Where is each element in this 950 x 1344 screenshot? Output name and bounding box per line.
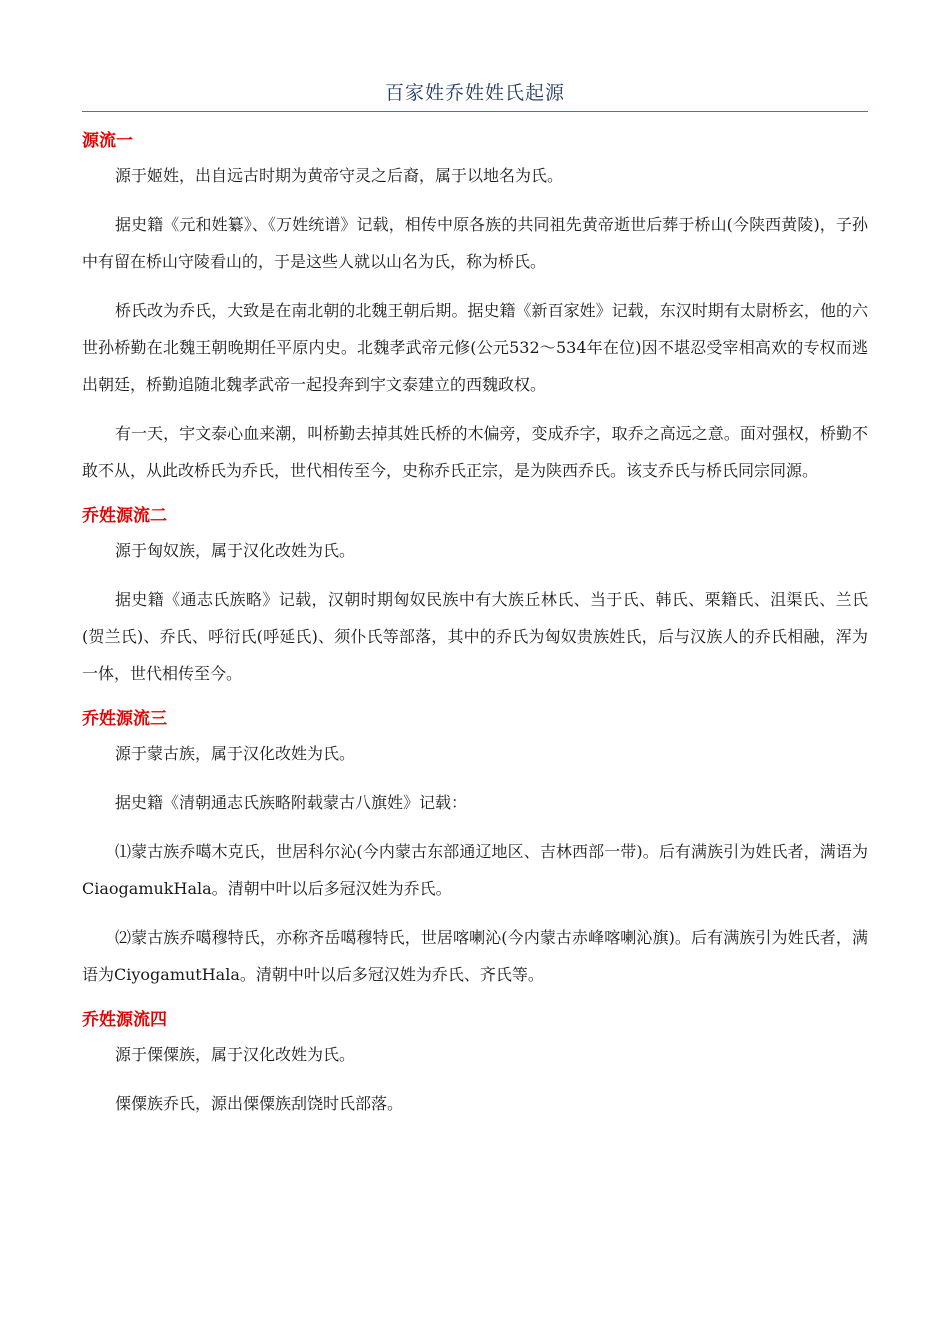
section-origin-3 bbox=[82, 704, 868, 993]
section-heading: 乔姓源流二 bbox=[82, 506, 167, 526]
paragraph: 据史籍《清朝通志氏族略附载蒙古八旗姓》记载： bbox=[115, 793, 468, 812]
paragraph: 有一天，宇文泰心血来潮，叫桥勤去掉其姓氏桥的木偏旁，变成乔字，取乔之高远之意。面对强权，桥勤不敢不从，从此改桥氏为乔氏，世代相传至今，史称乔氏正宗，是为陕西乔氏。该支乔氏与桥氏同宗同源。 bbox=[82, 424, 868, 480]
paragraph: 源于姬姓，出自远古时期为黄帝守灵之后裔，属于以地名为氏。 bbox=[115, 166, 564, 185]
paragraph: 据史籍《通志氏族略》记载，汉朝时期匈奴民族中有大族丘林氏、当于氏、韩氏、栗籍氏、沮渠氏、兰氏(贺兰氏)、乔氏、呼衍氏(呼延氏)、须仆氏等部落，其中的乔氏为匈奴贵族姓氏，后与汉族人的乔氏相融，浑为一体，世代相传至今。 bbox=[82, 590, 868, 683]
paragraph: ⑵蒙古族乔噶穆特氏，亦称齐岳噶穆特氏，世居喀喇沁(今内蒙古赤峰喀喇沁旗)。后有满族引为姓氏者，满语为CiyogamutHala。清朝中叶以后多冠汉姓为乔氏、齐氏等。 bbox=[82, 928, 868, 984]
document-title: 百家姓乔姓姓氏起源 bbox=[82, 78, 868, 112]
paragraph: 傈僳族乔氏，源出傈僳族刮饶时氏部落。 bbox=[115, 1094, 404, 1113]
section-origin-4 bbox=[82, 1005, 868, 1122]
section-heading: 源流一 bbox=[82, 131, 133, 151]
section-origin-1 bbox=[82, 126, 868, 489]
paragraph: 据史籍《元和姓纂》、《万姓统谱》记载，相传中原各族的共同祖先黄帝逝世后葬于桥山(今陕西黄陵)，子孙中有留在桥山守陵看山的，于是这些人就以山名为氏，称为桥氏。 bbox=[82, 215, 868, 271]
document-page bbox=[82, 78, 868, 1134]
paragraph: 桥氏改为乔氏，大致是在南北朝的北魏王朝后期。据史籍《新百家姓》记载，东汉时期有太尉桥玄，他的六世孙桥勤在北魏王朝晚期任平原内史。北魏孝武帝元修(公元532～534年在位)因不堪忍受宰相高欢的专权而逃出朝廷，桥勤追随北魏孝武帝一起投奔到宇文泰建立的西魏政权。 bbox=[82, 301, 868, 394]
section-heading: 乔姓源流三 bbox=[82, 709, 167, 729]
section-origin-2 bbox=[82, 501, 868, 692]
paragraph: 源于傈僳族，属于汉化改姓为氏。 bbox=[115, 1045, 356, 1064]
paragraph: 源于匈奴族，属于汉化改姓为氏。 bbox=[115, 541, 356, 560]
section-heading: 乔姓源流四 bbox=[82, 1010, 167, 1030]
paragraph: ⑴蒙古族乔噶木克氏，世居科尔沁(今内蒙古东部通辽地区、吉林西部一带)。后有满族引为姓氏者，满语为CiaogamukHala。清朝中叶以后多冠汉姓为乔氏。 bbox=[82, 842, 868, 898]
paragraph: 源于蒙古族，属于汉化改姓为氏。 bbox=[115, 744, 356, 763]
